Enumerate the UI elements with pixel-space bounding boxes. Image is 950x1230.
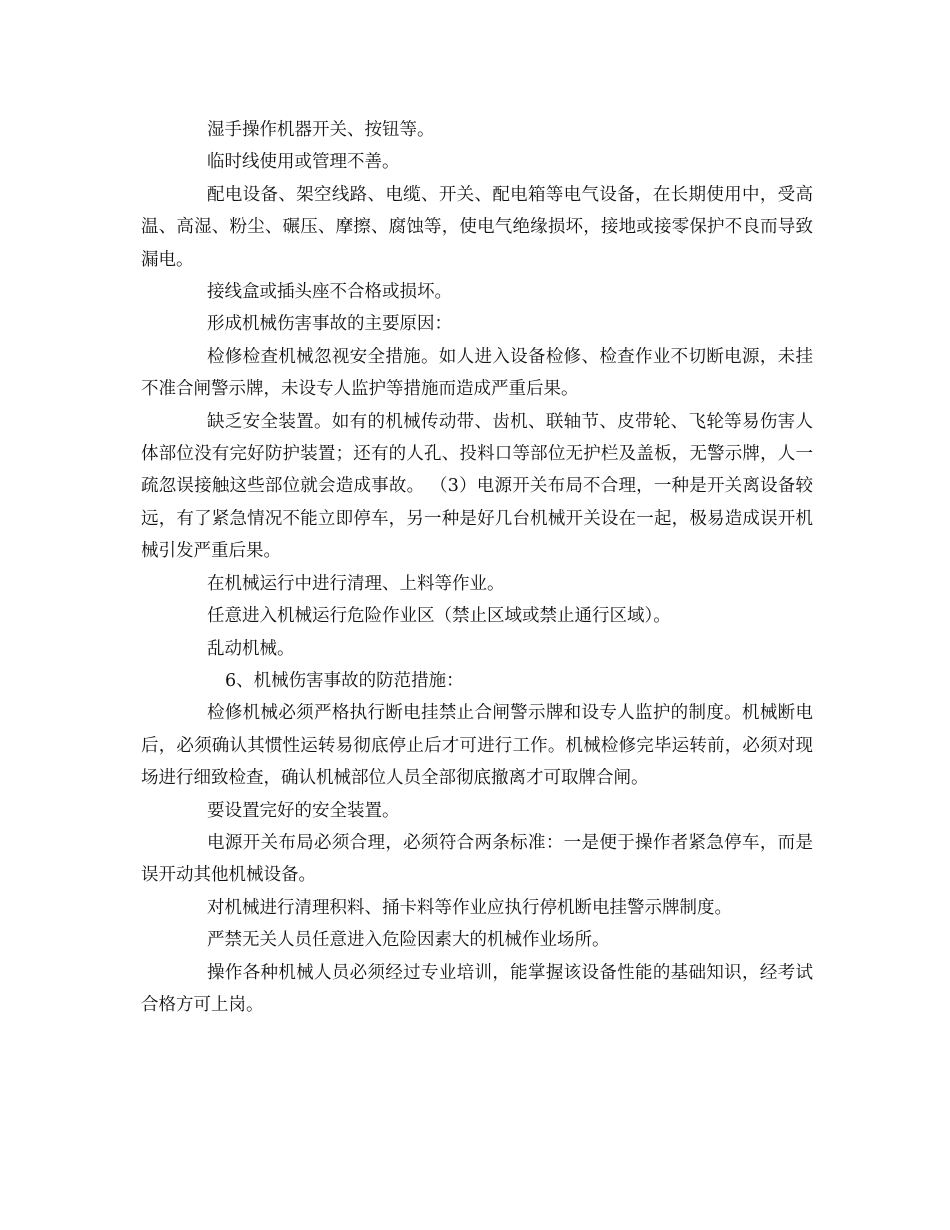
paragraph-maintenance-neglect: 检修检查机械忽视安全措施。如人进入设备检修、检查作业不切断电源，未挂不准合闸警示牌，未设专人监护等措施而造成严重后果。 <box>141 346 813 400</box>
paragraph-wet-hands: 湿手操作机器开关、按钮等。 <box>207 120 435 140</box>
paragraph-cleaning-procedure: 对机械进行清理积料、捅卡料等作业应执行停机断电挂警示牌制度。 <box>207 897 732 918</box>
paragraph-switch-layout: 电源开关布局必须合理，必须符合两条标准：一是便于操作者紧急停车，而是误开动其他机械设备。 <box>141 832 813 886</box>
paragraph-lack-safety-devices: 缺乏安全装置。如有的机械传动带、齿机、联轴节、皮带轮、飞轮等易伤害人体部位没有完好防护装置；还有的人孔、投料口等部位无护栏及盖板，无警示牌，人一疏忽误接触这些部位就会造成事故。 （3）电源开关布局不合理，一种是开关离设备较远，有了紧急情况不能立即停车，另一种是好几台机械开关设在一起，极易造成误开机械引发严重后果。 <box>141 411 813 562</box>
paragraph-electrical-equipment: 配电设备、架空线路、电缆、开关、配电箱等电气设备，在长期使用中，受高温、高湿、粉尘、碾压、摩擦、腐蚀等，使电气绝缘损坏，接地或接零保护不良而导致漏电。 <box>141 184 813 270</box>
paragraph-danger-zone: 任意进入机械运行危险作业区（禁止区域或禁止通行区域）。 <box>207 606 671 627</box>
document-body <box>141 114 813 1021</box>
paragraph-cleaning-while-running: 在机械运行中进行清理、上料等作业。 <box>207 573 505 594</box>
paragraph-operator-training: 操作各种机械人员必须经过专业培训，能掌握该设备性能的基础知识，经考试合格方可上岗。 <box>141 962 813 1015</box>
paragraph-tampering: 乱动机械。 <box>207 638 295 659</box>
paragraph-prevention-heading: 6、机械伤害事故的防范措施： <box>225 670 464 691</box>
paragraph-safety-devices: 要设置完好的安全装置。 <box>207 800 400 821</box>
paragraph-mechanical-causes-heading: 形成机械伤害事故的主要原因： <box>207 314 452 335</box>
paragraph-lockout-procedure: 检修机械必须严格执行断电挂禁止合闸警示牌和设专人监护的制度。机械断电后，必须确认其惯性运转易彻底停止后才可进行工作。机械检修完毕运转前，必须对现场进行细致检查，确认机械部位人员全部彻底撤离才可取牌合闸。 <box>141 703 813 789</box>
paragraph-unauthorized-entry: 严禁无关人员任意进入危险因素大的机械作业场所。 <box>207 930 610 951</box>
paragraph-temporary-lines: 临时线使用或管理不善。 <box>207 152 400 173</box>
paragraph-junction-box: 接线盒或插头座不合格或损坏。 <box>207 282 452 303</box>
